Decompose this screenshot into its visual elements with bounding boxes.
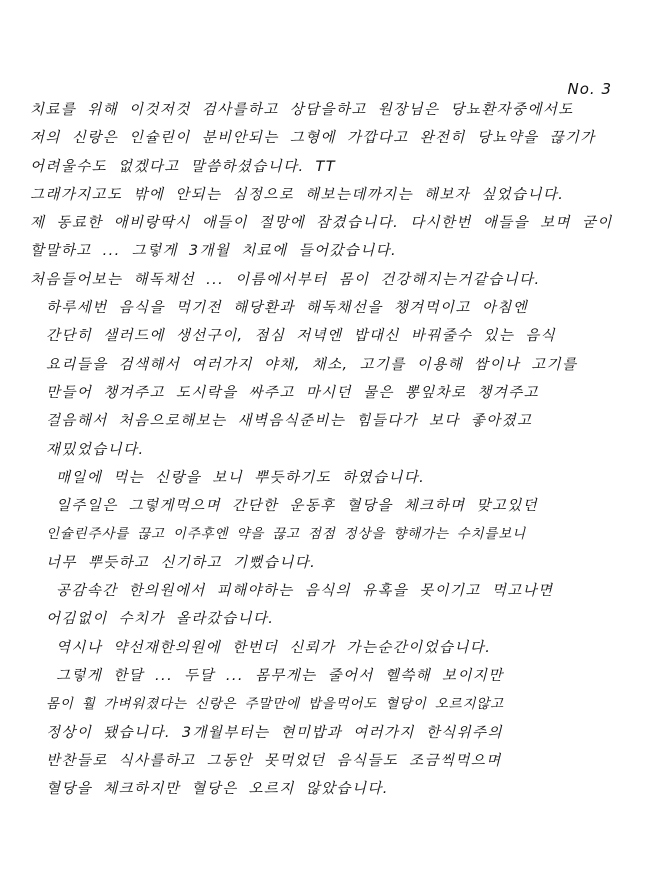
letter-line: 요리들을 검색해서 여러가지 야채, 채소, 고기를 이용해 쌈이나 고기를 xyxy=(46,356,578,373)
page-number: No. 3 xyxy=(567,80,612,98)
letter-line: 제 동료한 애비랑딱시 애들이 절망에 잠겼습니다. 다시한번 애들을 보며 굳이 xyxy=(30,215,613,232)
letter-line: 어려울수도 없겠다고 말씀하셨습니다. TT xyxy=(30,158,337,175)
letter-line: 처음들어보는 해독채선 ... 이름에서부터 몸이 건강해지는거같습니다. xyxy=(30,271,541,288)
letter-line: 매일에 먹는 신랑을 보니 뿌듯하기도 하였습니다. xyxy=(56,469,426,486)
letter-line: 몸이 훨 가벼워졌다는 신랑은 주말만에 밥을먹어도 혈당이 오르지않고 xyxy=(46,696,505,713)
letter-line: 혈당을 체크하지만 혈당은 오르지 않았습니다. xyxy=(46,781,389,798)
letter-line: 하루세번 음식을 먹기전 해당환과 해독채선을 챙겨먹이고 아침엔 xyxy=(46,300,529,317)
letter-line: 역시나 약선재한의원에 한번더 신뢰가 가는순간이었습니다. xyxy=(56,639,492,656)
letter-line: 저의 신랑은 인슐린이 분비안되는 그형에 가깝다고 완전히 당뇨약을 끊기가 xyxy=(30,130,596,147)
letter-line: 너무 뿌듯하고 신기하고 기뻤습니다. xyxy=(46,554,317,571)
letter-line: 정상이 됐습니다. 3개월부터는 현미밥과 여러가지 한식위주의 xyxy=(46,724,503,741)
letter-line: 반찬들로 식사를하고 그동안 못먹었던 음식들도 조금씩먹으며 xyxy=(46,752,502,769)
letter-line: 할말하고 ... 그렇게 3개월 치료에 들어갔습니다. xyxy=(30,243,398,260)
letter-body xyxy=(30,96,628,803)
letter-line: 치료를 위해 이것저것 검사를하고 상담을하고 원장님은 당뇨환자중에서도 xyxy=(30,102,574,118)
letter-line: 간단히 샐러드에 생선구이, 점심 저녁엔 밥대신 바꿔줄수 있는 음식 xyxy=(46,328,557,345)
letter-line: 만들어 챙겨주고 도시락을 싸주고 마시던 물은 뽕잎차로 챙겨주고 xyxy=(46,384,540,401)
letter-line: 그래가지고도 밖에 안되는 심정으로 해보는데까지는 해보자 싶었습니다. xyxy=(30,186,565,203)
letter-line: 재밌었습니다. xyxy=(46,441,145,458)
letter-line: 걸음해서 처음으로해보는 새벽음식준비는 힘들다가 보다 좋아졌고 xyxy=(46,413,533,430)
letter-line: 그렇게 한달 ... 두달 ... 몸무게는 줄어서 헬쓱해 보이지만 xyxy=(56,667,504,684)
letter-line: 어김없이 수치가 올라갔습니다. xyxy=(46,611,275,628)
letter-line: 공감속간 한의원에서 피해야하는 음식의 유혹을 못이기고 먹고나면 xyxy=(56,583,554,600)
letter-line: 인슐린주사를 끊고 이주후엔 약을 끊고 점점 정상을 향해가는 수치를보니 xyxy=(46,526,526,543)
letter-line: 일주일은 그렇게먹으며 간단한 운동후 혈당을 체크하며 맞고있던 xyxy=(56,498,539,515)
